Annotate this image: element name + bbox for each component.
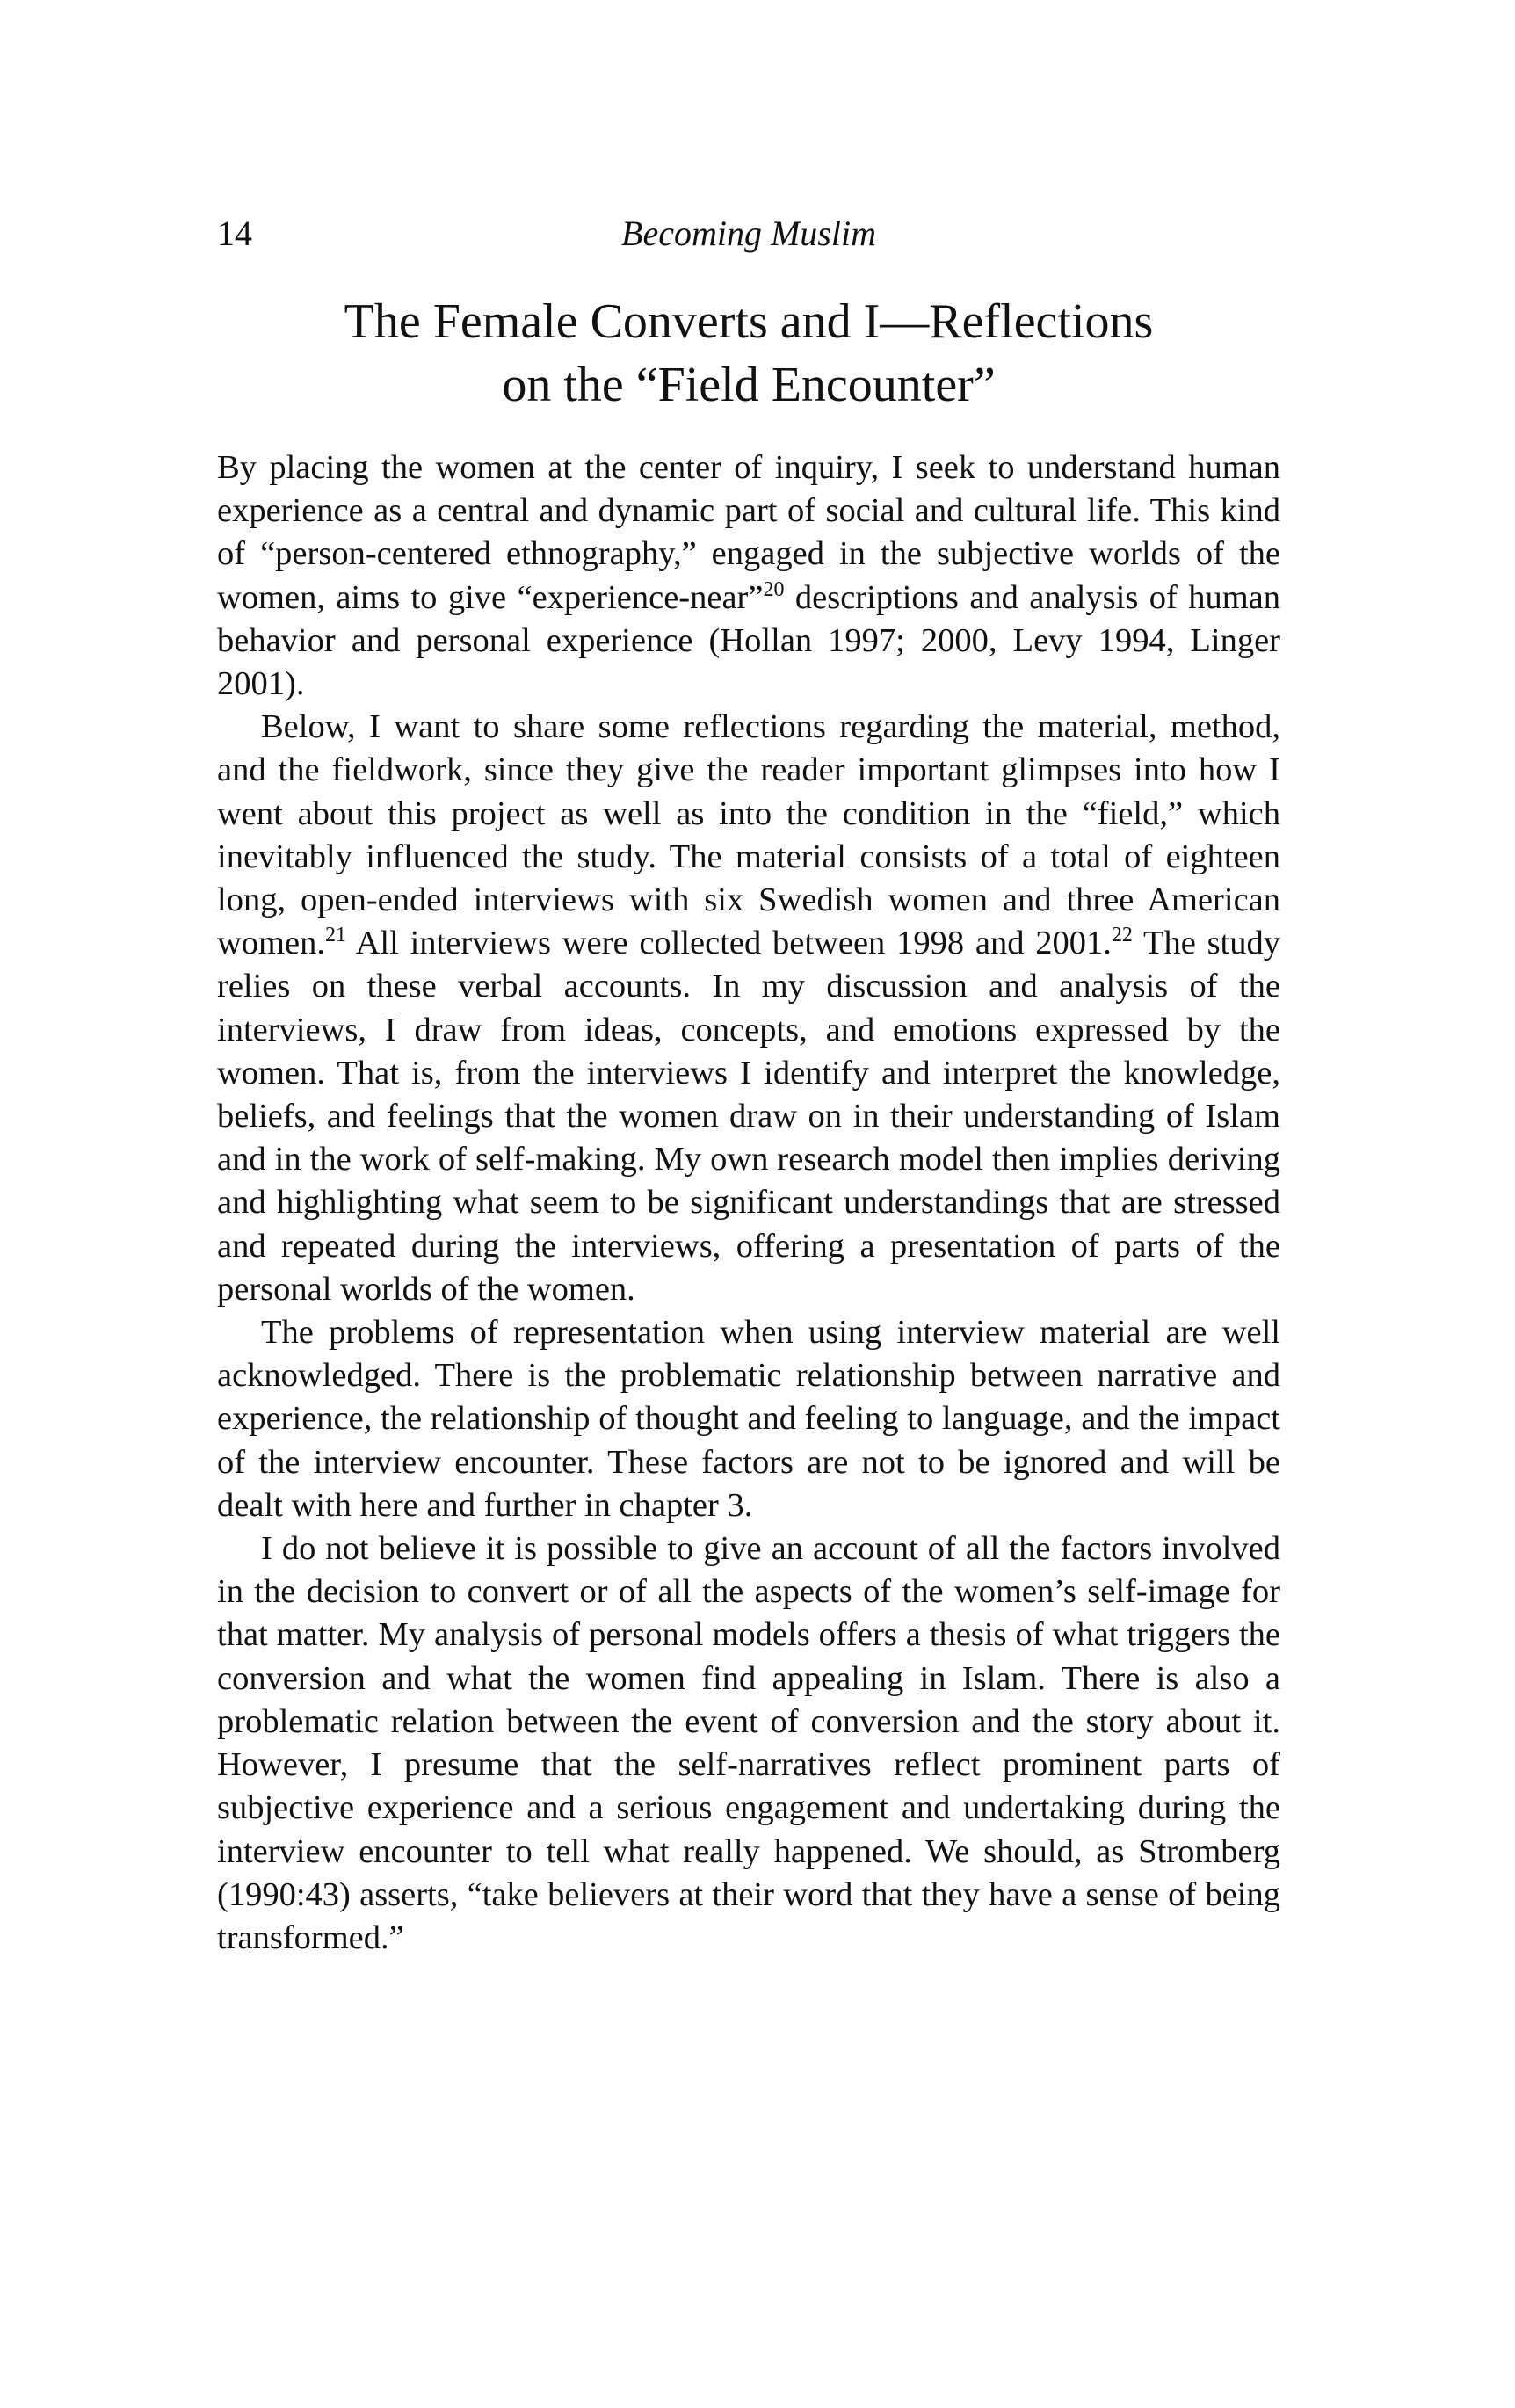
footnote-ref-20: 20 bbox=[763, 577, 785, 601]
page-number: 14 bbox=[217, 214, 252, 253]
paragraph-text: Below, I want to share some reflections regarding the material, method, and the fieldwork, since they give the reader important glimpses into how I went about this project as well as into the condition in the “field,” which inevitably influenced the study. The material consists of a total of eighteen long, open-ended interviews with six Swedish women and three American women. bbox=[217, 708, 1280, 962]
paragraph-text: descriptions and analysis of human behavior and personal experience (Hollan 1997; 2000, Levy 1994, Linger 2001). bbox=[217, 578, 1280, 703]
paragraph-text: The problems of representation when using interview material are well acknowledged. There is the problematic relationship between narrative and experience, the relationship of thought and feeling to language, and the impact of the interview encounter. These factors are not to be ignored and will be dealt with here and further in chapter 3. bbox=[217, 1314, 1280, 1524]
running-head bbox=[217, 207, 1280, 260]
paragraph-1 bbox=[217, 446, 1280, 706]
paragraph-text: All interviews were collected between 1998 and 2001. bbox=[345, 925, 1112, 962]
paragraph-3 bbox=[217, 1311, 1280, 1527]
section-heading-line-2: on the “Field Encounter” bbox=[502, 358, 996, 412]
running-title: Becoming Muslim bbox=[621, 214, 876, 253]
paragraph-text: The study relies on these verbal accounts. In my discussion and analysis of the interviews, I draw from ideas, concepts, and emotions expressed by the women. That is, from the interviews I identify and interpret the knowledge, beliefs, and feelings that the women draw on in their understanding of Islam and in the work of self-making. My own research model then implies deriving and highlighting what seem to be significant understandings that are stressed and repeated during the interviews, offering a presentation of parts of the personal worlds of the women. bbox=[217, 925, 1281, 1308]
section-heading-line-1: The Female Converts and I—Reflections bbox=[344, 294, 1154, 349]
footnote-ref-22: 22 bbox=[1111, 924, 1133, 947]
paragraph-text: By placing the women at the center of inquiry, I seek to understand human experience as a central and dynamic part of social and cultural life. This kind of “person-centered ethnography,” engaged in the subjective worlds of the women, aims to give “experience-near” bbox=[217, 449, 1280, 616]
body-text bbox=[217, 446, 1280, 1960]
footnote-ref-21: 21 bbox=[324, 924, 346, 947]
section-heading bbox=[217, 290, 1280, 417]
paragraph-text: I do not believe it is possible to give an account of all the factors involved in the decision to convert or of all the aspects of the women’s self-image for that matter. My analysis of personal models offers a thesis of what triggers the conversion and what the women find appealing in Islam. There is also a problematic relation between the event of conversion and the story about it. However, I presume that the self-narratives reflect prominent parts of subjective experience and a serious engagement and undertaking during the interview encounter to tell what really happened. We should, as Stromberg (1990:43) asserts, “take believers at their word that they have a sense of being transformed.” bbox=[217, 1530, 1280, 1956]
paragraph-4 bbox=[217, 1527, 1280, 1960]
paragraph-2 bbox=[217, 706, 1280, 1311]
